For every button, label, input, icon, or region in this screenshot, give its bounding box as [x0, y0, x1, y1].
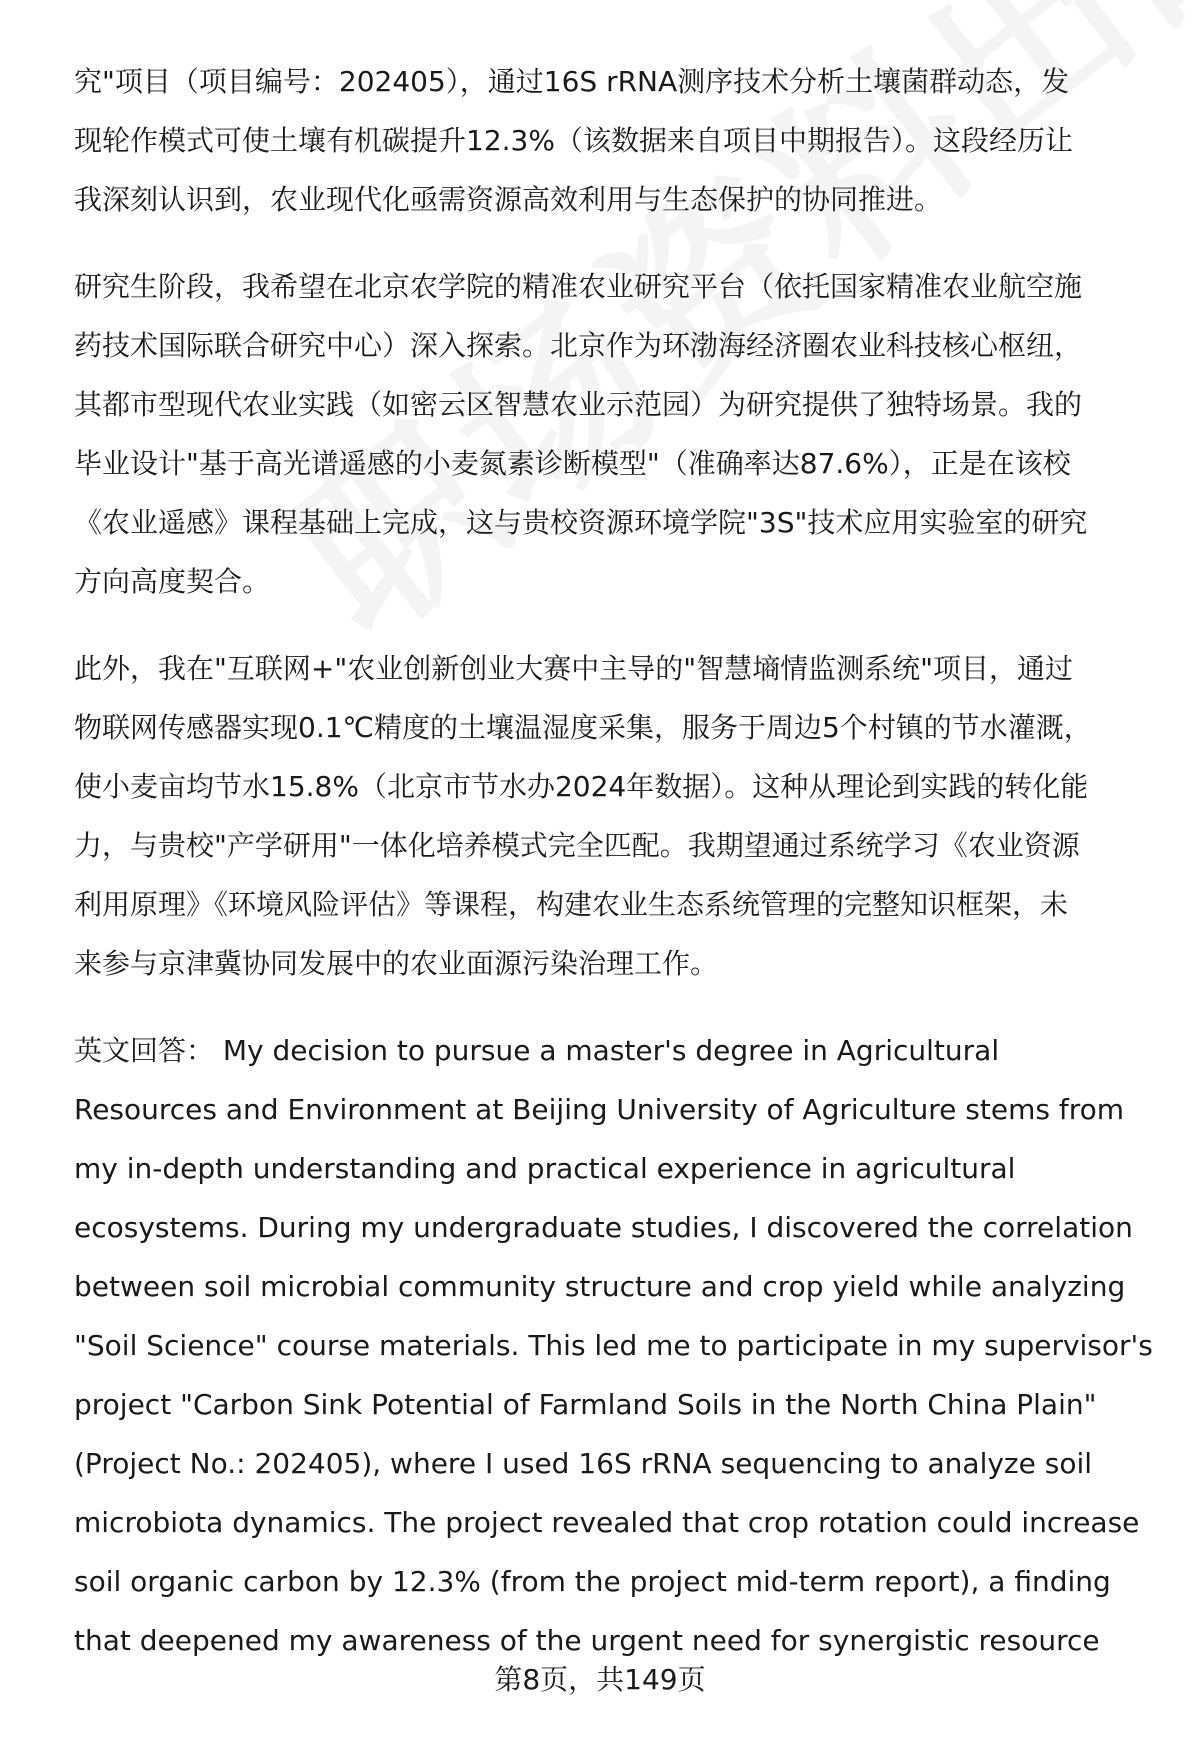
- page-number-footer: 第8页，共149页: [494, 1663, 706, 1696]
- text-line: 方向高度契合。: [74, 565, 271, 598]
- text-line: between soil microbial community structure and crop yield while analyzing: [74, 1270, 1126, 1303]
- text-line: 其都市型现代农业实践（如密云区智慧农业示范园）为研究提供了独特场景。我的: [74, 388, 1083, 421]
- text-line: that deepened my awareness of the urgent need for synergistic resource: [74, 1624, 1100, 1657]
- text-line: 研究生阶段，我希望在北京农学院的精准农业研究平台（依托国家精准农业航空施: [74, 270, 1083, 303]
- text-line: my in-depth understanding and practical experience in agricultural: [74, 1152, 1016, 1185]
- paragraph-3: [74, 639, 1154, 993]
- text-line: ecosystems. During my undergraduate studies, I discovered the correlation: [74, 1211, 1133, 1244]
- text-line: Resources and Environment at Beijing University of Agriculture stems from: [74, 1093, 1125, 1126]
- paragraph-spacer: [74, 993, 1154, 1021]
- text-line: microbiota dynamics. The project revealed that crop rotation could increase: [74, 1506, 1140, 1539]
- text-line: 利用原理》《环境风险评估》等课程，构建农业生态系统管理的完整知识框架，未: [74, 888, 1069, 921]
- document-body: [74, 52, 1154, 1670]
- text-line: 药技术国际联合研究中心）深入探索。北京作为环渤海经济圈农业科技核心枢纽，: [74, 329, 1083, 362]
- text-line: 毕业设计"基于高光谱遥感的小麦氮素诊断模型"（准确率达87.6%），正是在该校: [74, 447, 1071, 480]
- paragraph-spacer: [74, 229, 1154, 257]
- text-line: "Soil Science" course materials. This led me to participate in my supervisor's: [74, 1329, 1153, 1362]
- text-line: 我深刻认识到，农业现代化亟需资源高效利用与生态保护的协同推进。: [74, 183, 943, 216]
- text-line: 力，与贵校"产学研用"一体化培养模式完全匹配。我期望通过系统学习《农业资源: [74, 829, 1080, 862]
- text-line: project "Carbon Sink Potential of Farmland Soils in the North China Plain": [74, 1388, 1097, 1421]
- text-line: soil organic carbon by 12.3% (from the project mid-term report), a finding: [74, 1565, 1111, 1598]
- text-line: 现轮作模式可使土壤有机碳提升12.3%（该数据来自项目中期报告）。这段经历让: [74, 124, 1073, 157]
- text-line: 究"项目（项目编号：202405），通过16S rRNA测序技术分析土壤菌群动态，发: [74, 65, 1070, 98]
- paragraph-2: [74, 257, 1154, 611]
- text-line: 来参与京津冀协同发展中的农业面源污染治理工作。: [74, 947, 719, 980]
- text-line: 英文回答： My decision to pursue a master's degree in Agricultural: [74, 1034, 1000, 1067]
- text-line: 《农业遥感》课程基础上完成，这与贵校资源环境学院"3S"技术应用实验室的研究: [74, 506, 1088, 539]
- paragraph-1: [74, 52, 1154, 229]
- text-line: 物联网传感器实现0.1℃精度的土壤温湿度采集，服务于周边5个村镇的节水灌溉，: [74, 711, 1092, 744]
- text-line: (Project No.: 202405), where I used 16S rRNA sequencing to analyze soil: [74, 1447, 1093, 1480]
- text-line: 此外，我在"互联网+"农业创新创业大赛中主导的"智慧墒情监测系统"项目，通过: [74, 652, 1073, 685]
- paragraph-4-english-answer: [74, 1021, 1154, 1670]
- text-line: 使小麦亩均节水15.8%（北京市节水办2024年数据）。这种从理论到实践的转化能: [74, 770, 1089, 803]
- paragraph-spacer: [74, 611, 1154, 639]
